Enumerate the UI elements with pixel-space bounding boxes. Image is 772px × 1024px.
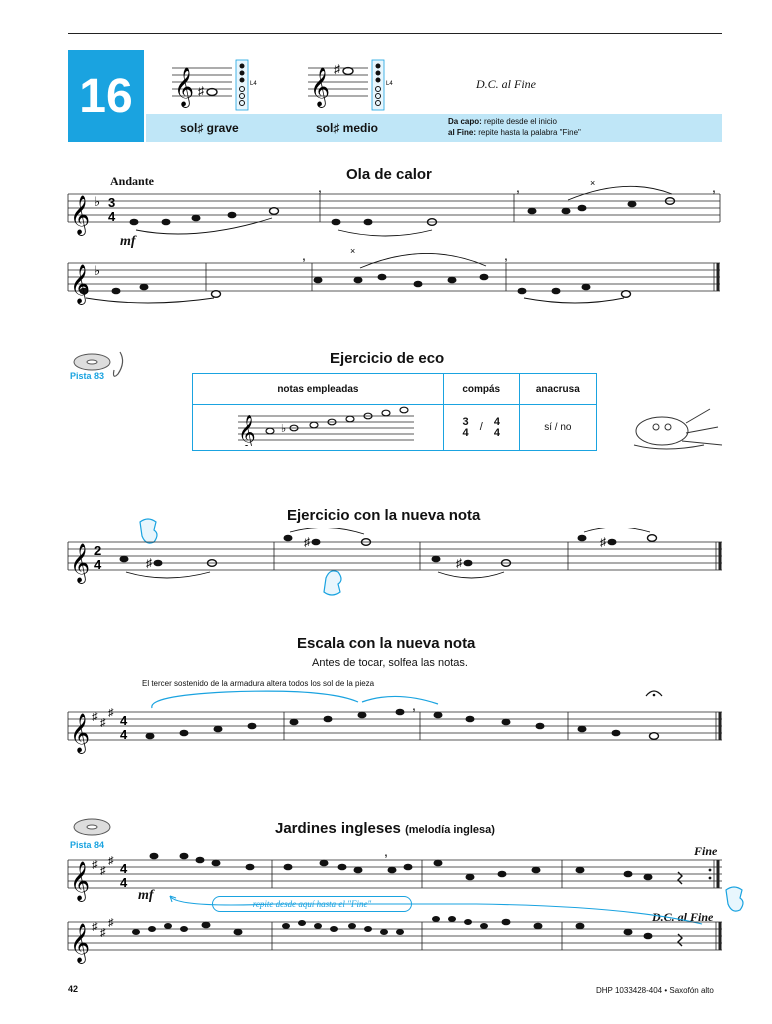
compas-a-top: 3 <box>462 415 469 428</box>
fingering-chart-low <box>236 60 248 110</box>
time-sig-bottom: 4 <box>108 209 116 224</box>
page-number: 42 <box>68 984 79 994</box>
fingering-chart-mid <box>372 60 384 110</box>
staff-ola-de-calor <box>66 180 726 310</box>
eco-title: Ejercicio de eco <box>330 350 445 367</box>
time-sig-bottom: 4 <box>120 875 128 890</box>
treble-clef-icon: 𝄞 <box>174 68 195 106</box>
svg-text:,: , <box>712 180 716 195</box>
svg-text:♯: ♯ <box>108 855 114 867</box>
pista-84-label: Pista 84 <box>70 840 105 850</box>
tempo-marking: Andante <box>110 174 155 188</box>
svg-text:♯: ♯ <box>92 859 98 871</box>
anacrusa-cell[interactable]: sí / no <box>519 405 596 451</box>
da-capo-term: Da capo: <box>448 117 482 126</box>
compas-b-top: 4 <box>493 415 500 428</box>
col-anacrusa: anacrusa <box>519 374 596 405</box>
svg-text:♯: ♯ <box>92 711 98 723</box>
jardines-dynamic: mf <box>138 888 154 903</box>
dynamic-mf: mf <box>120 234 136 249</box>
al-fine-term: al Fine: <box>448 128 477 137</box>
svg-text:♭: ♭ <box>94 263 101 278</box>
svg-text:𝄞: 𝄞 <box>70 714 91 752</box>
compas-cell[interactable] <box>443 405 519 451</box>
note-label-low: sol♯ grave <box>180 121 239 135</box>
compas-b-bottom: 4 <box>493 426 500 439</box>
svg-text:♯: ♯ <box>108 917 114 929</box>
notas-staff-cell <box>193 405 444 451</box>
scale-subtitle: Antes de tocar, solfea las notas. <box>312 657 468 669</box>
cd-icon-84 <box>70 815 114 841</box>
dacapo-legend <box>448 116 581 138</box>
svg-text:×: × <box>350 246 356 256</box>
scale-annotation: El tercer sostenido de la armadura altera todos los sol de la pieza <box>142 679 375 688</box>
sharp-icon: ♯ <box>198 84 204 98</box>
svg-text:𝄞: 𝄞 <box>70 862 91 900</box>
staff-jardines <box>66 846 726 966</box>
svg-text:,: , <box>412 697 416 713</box>
svg-text:♯: ♯ <box>92 921 98 933</box>
scale-title: Escala con la nueva nota <box>297 635 476 652</box>
time-sig-top: 2 <box>94 543 102 558</box>
staff-ex2 <box>66 528 726 584</box>
svg-text:♯: ♯ <box>100 865 106 877</box>
time-sig-bottom: 4 <box>120 727 128 742</box>
svg-text:♯: ♯ <box>304 535 310 549</box>
jardines-title-main: Jardines ingleses <box>275 820 401 837</box>
col-notas-empleadas: notas empleadas <box>193 374 444 405</box>
svg-text:𝄞: 𝄞 <box>70 544 91 582</box>
al-fine-text: repite hasta la palabra "Fine" <box>478 128 581 137</box>
jardines-title <box>275 820 495 837</box>
eco-table <box>192 373 597 451</box>
svg-text:𝄞: 𝄞 <box>237 416 256 446</box>
compas-a-bottom: 4 <box>462 426 469 439</box>
svg-text:×: × <box>590 180 596 188</box>
svg-text:,: , <box>504 247 508 263</box>
jardines-title-sub: (melodía inglesa) <box>405 824 495 836</box>
header-dc-al-fine: D.C. al Fine <box>476 77 536 91</box>
ex2-title: Ejercicio con la nueva nota <box>287 507 481 524</box>
piece-title-ola-de-calor: Ola de calor <box>346 166 432 183</box>
notes-used-staff <box>218 406 418 446</box>
time-sig-bottom: 4 <box>94 557 102 572</box>
jardines-dc-al-fine: D.C. al Fine <box>652 910 714 924</box>
svg-text:𝄞: 𝄞 <box>310 68 331 106</box>
saxophone-icon <box>114 352 123 376</box>
pista-83-label: Pista 83 <box>70 371 105 381</box>
fine-marking: Fine <box>694 844 718 858</box>
catalog-footer: DHP 1033428-404 • Saxofón alto <box>596 986 714 995</box>
svg-text:,: , <box>384 846 388 859</box>
repeat-note: repite desde aquí hasta el "Fine" <box>212 896 412 912</box>
svg-text:♯: ♯ <box>456 556 462 570</box>
time-sig-top: 3 <box>108 195 116 210</box>
svg-text:♯: ♯ <box>600 535 606 549</box>
svg-text:♭: ♭ <box>280 423 287 435</box>
svg-text:L4: L4 <box>250 81 257 87</box>
svg-text:♯: ♯ <box>100 717 106 729</box>
col-compas: compás <box>443 374 519 405</box>
treble-clef-icon: 𝄞 <box>70 196 91 234</box>
svg-text:♯: ♯ <box>334 62 340 76</box>
top-rule <box>68 33 722 34</box>
header-note-diagrams <box>170 58 400 114</box>
da-capo-text: repite desde el inicio <box>484 117 557 126</box>
time-sig-top: 4 <box>120 861 128 876</box>
time-sig-top: 4 <box>120 713 128 728</box>
slur <box>136 218 272 234</box>
svg-text:𝄞: 𝄞 <box>70 265 91 303</box>
annotation-arrow <box>152 691 358 708</box>
svg-text:,: , <box>516 180 520 195</box>
flat-icon: ♭ <box>94 194 101 209</box>
lesson-number: 16 <box>68 50 144 142</box>
svg-text:♯: ♯ <box>108 707 114 719</box>
whole-note-icon <box>207 89 217 96</box>
svg-text:,: , <box>302 247 306 263</box>
svg-text:L4: L4 <box>386 81 393 87</box>
staff-scale <box>66 686 726 756</box>
svg-text:𝄞: 𝄞 <box>70 924 91 962</box>
svg-text:♯: ♯ <box>100 927 106 939</box>
note-label-mid: sol♯ medio <box>316 121 379 135</box>
svg-text:♯: ♯ <box>146 556 152 570</box>
svg-text:,: , <box>318 180 322 195</box>
cartoon-illustration <box>622 405 728 451</box>
compas-slash: / <box>479 421 483 434</box>
